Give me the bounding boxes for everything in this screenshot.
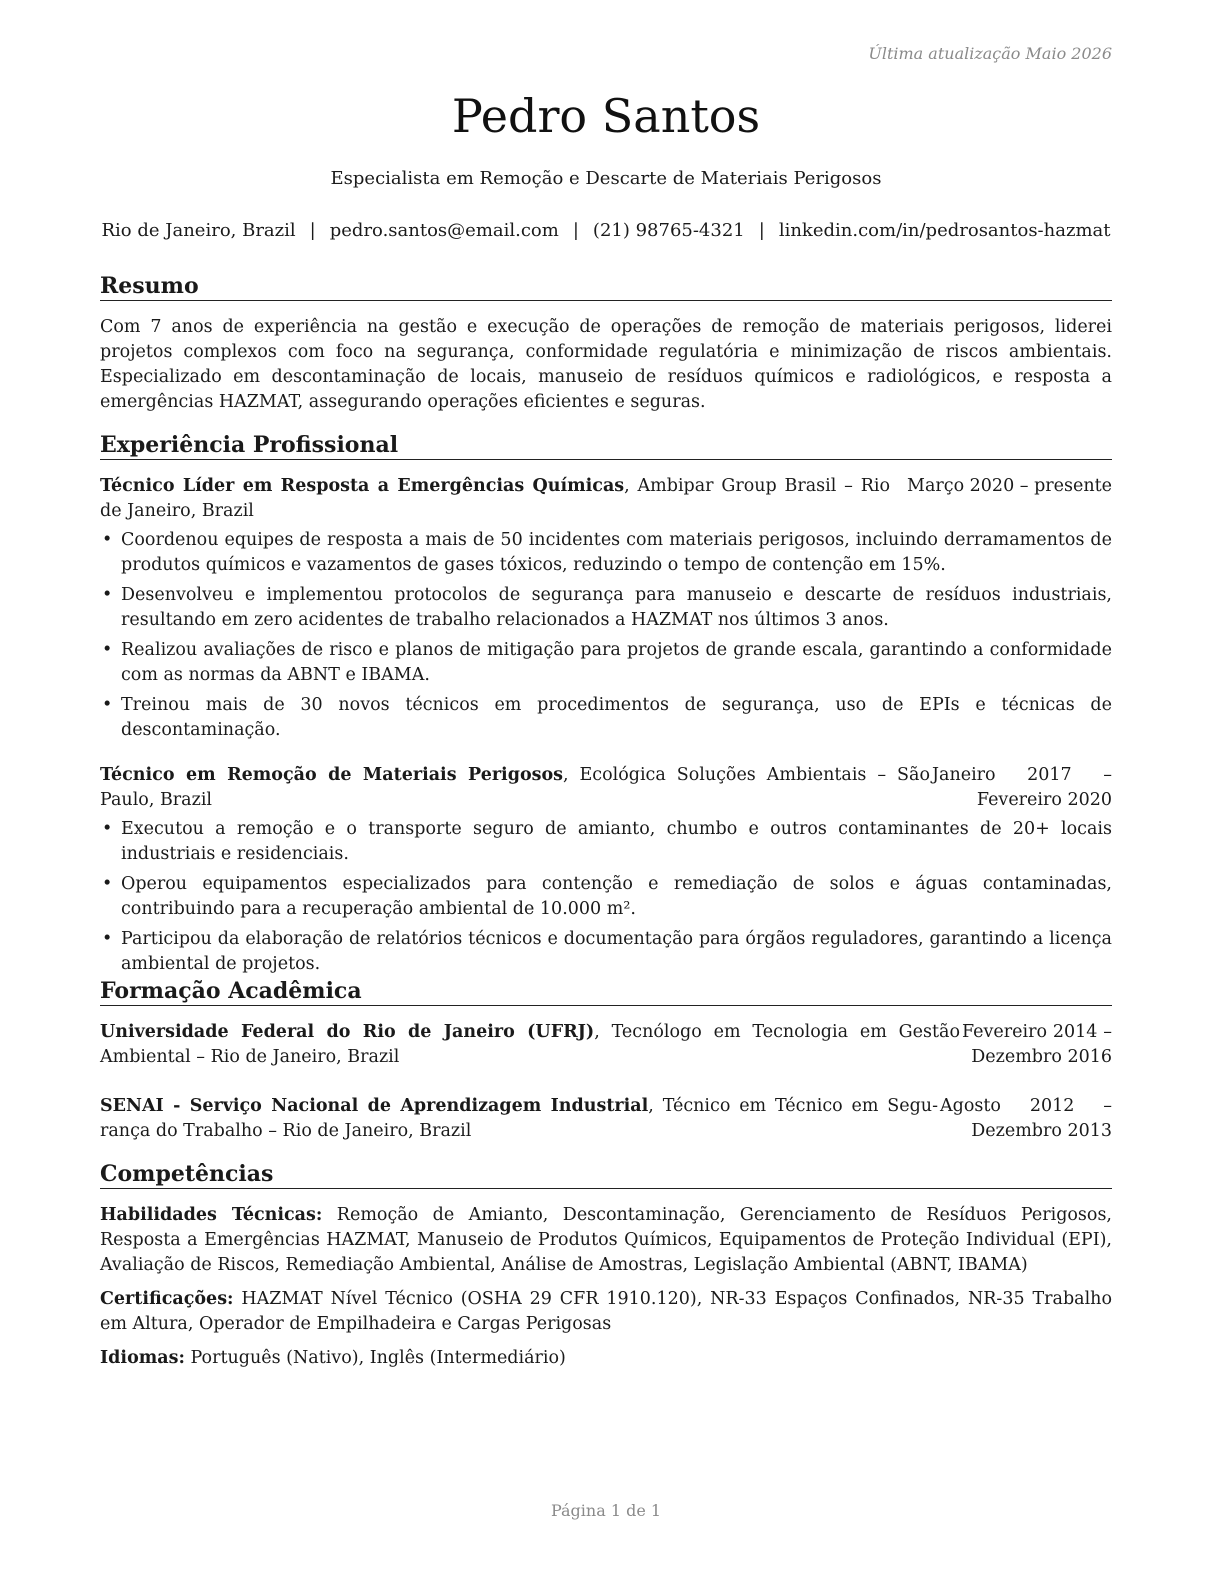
contact-email[interactable]: pedro.santos@email.com [329,220,559,241]
education-dates: Fevereiro 2014 – Dezembro 2016 [962,1022,1112,1067]
job-title-line [100,763,930,813]
education-section [100,977,1112,1144]
candidate-name: Pedro Santos [451,89,761,143]
list-item: • Operou equipamentos especializados para contenção e remediação de solos e águas contaminadas, contribuindo para a recuperação ambiental de 10.000 m². [100,872,1112,922]
contact-line [86,218,1126,244]
job-bullets [100,528,1112,743]
skill-text: HAZMAT Nível Técnico (OSHA 29 CFR 1910.120), NR-33 Espaços Confinados, NR-35 Trabalho em Altura, Operador de Empilhadeira e Cargas Perigosas [100,1289,1112,1334]
list-item: • Realizou avaliações de risco e planos de mitigação para projetos de grande escala, garantindo a conformidade com as normas da ABNT e IBAMA. [100,638,1112,688]
job-header [100,474,1112,524]
education-detail: , Tecnólogo em Tecnologia em Gestão Ambiental – Rio de Janeiro, Brazil [100,1022,960,1067]
skill-group-certifications [100,1287,1112,1337]
job-org: , Ambipar Group Brasil – Rio de Janeiro, Brazil [100,476,890,521]
job-role: Técnico Líder em Resposta a Emergências Químicas [100,476,625,496]
last-updated: Última atualização Maio 2026 [868,44,1112,63]
education-detail: , Técnico em Técnico em Segurança do Trabalho – Rio de Janeiro, Brazil [100,1096,939,1141]
summary-section [100,272,1112,415]
skills-section [100,1160,1112,1371]
experience-section [100,431,1112,982]
page-number: Página 1 de 1 [550,1501,662,1520]
job-dates: Março 2020 – presente [907,476,1112,496]
skill-label: Idiomas: [100,1348,185,1368]
list-item: • Participou da elaboração de relatórios técnicos e documentação para órgãos reguladores, garantindo a licença ambiental de projetos. [100,927,1112,977]
job-role: Técnico em Remoção de Materiais Perigosos [100,765,563,785]
contact-location: Rio de Janeiro, Brazil [101,220,296,241]
contact-separator: | [309,220,316,241]
list-item: • Coordenou equipes de resposta a mais de 50 incidentes com materiais perigosos, incluindo derramamentos de produtos químicos e vazamentos de gases tóxicos, reduzindo o tempo de contenção em 15%. [100,528,1112,578]
education-dates: Agosto 2012 – Dezembro 2013 [940,1096,1112,1141]
skill-group-technical [100,1203,1112,1278]
section-heading-experience: Experiência Profissional [100,431,1112,460]
skill-text: Português (Nativo), Inglês (Intermediário) [184,1348,566,1368]
contact-separator: | [758,220,765,241]
education-title-line [100,1020,960,1070]
skill-text: Remoção de Amianto, Descontaminação, Gerenciamento de Resíduos Perigosos, Resposta a Emergências HAZMAT, Manuseio de Produtos Químicos, Equipamentos de Proteção Individual (EPI), Avaliação de Riscos, Remediação Ambiental, Análise de Amostras, Legislação Ambiental (ABNT, IBAMA) [100,1205,1112,1275]
skill-label: Certificações: [100,1289,234,1309]
skill-group-languages [100,1346,1112,1371]
job-header [100,763,1112,813]
section-heading-skills: Competências [100,1160,1112,1189]
list-item: • Desenvolveu e implementou protocolos de segurança para manuseio e descarte de resíduos industriais, resultando em zero acidentes de trabalho relacionados a HAZMAT nos últimos 3 anos. [100,583,1112,633]
candidate-title: Especialista em Remoção e Descarte de Materiais Perigosos [330,168,882,189]
list-item: • Executou a remoção e o transporte seguro de amianto, chumbo e outros contaminantes de 20+ locais industriais e residenciais. [100,817,1112,867]
resume-page [100,0,1112,1584]
job-org: , Ecológica Soluções Ambientais – São Paulo, Brazil [100,765,930,810]
job-bullets [100,817,1112,977]
contact-linkedin[interactable]: linkedin.com/in/pedrosantos-hazmat [778,220,1111,241]
summary-text: Com 7 anos de experiência na gestão e execução de operações de remoção de materiais perigosos, liderei projetos complexos com foco na segurança, conformidade regulatória e minimização de riscos ambientais. Especializado em descontaminação de locais, manuseio de resíduos químicos e radiológicos, e resposta a emergências HAZMAT, assegurando operações eficientes e seguras. [100,317,1112,412]
contact-phone[interactable]: (21) 98765-4321 [592,220,745,241]
education-title-line [100,1094,938,1144]
list-item: • Treinou mais de 30 novos técnicos em procedimentos de segurança, uso de EPIs e técnicas de descontaminação. [100,693,1112,743]
education-entry [100,1020,1112,1070]
education-school: SENAI - Serviço Nacional de Aprendizagem Industrial [100,1096,649,1116]
section-heading-education: Formação Acadêmica [100,977,1112,1006]
education-school: Universidade Federal do Rio de Janeiro (UFRJ) [100,1022,595,1042]
education-entry [100,1094,1112,1144]
skill-label: Habilidades Técnicas: [100,1205,323,1225]
contact-separator: | [572,220,579,241]
job-dates: Janeiro 2017 – Fevereiro 2020 [932,765,1112,810]
section-heading-summary: Resumo [100,272,1112,301]
job-title-line [100,474,890,524]
